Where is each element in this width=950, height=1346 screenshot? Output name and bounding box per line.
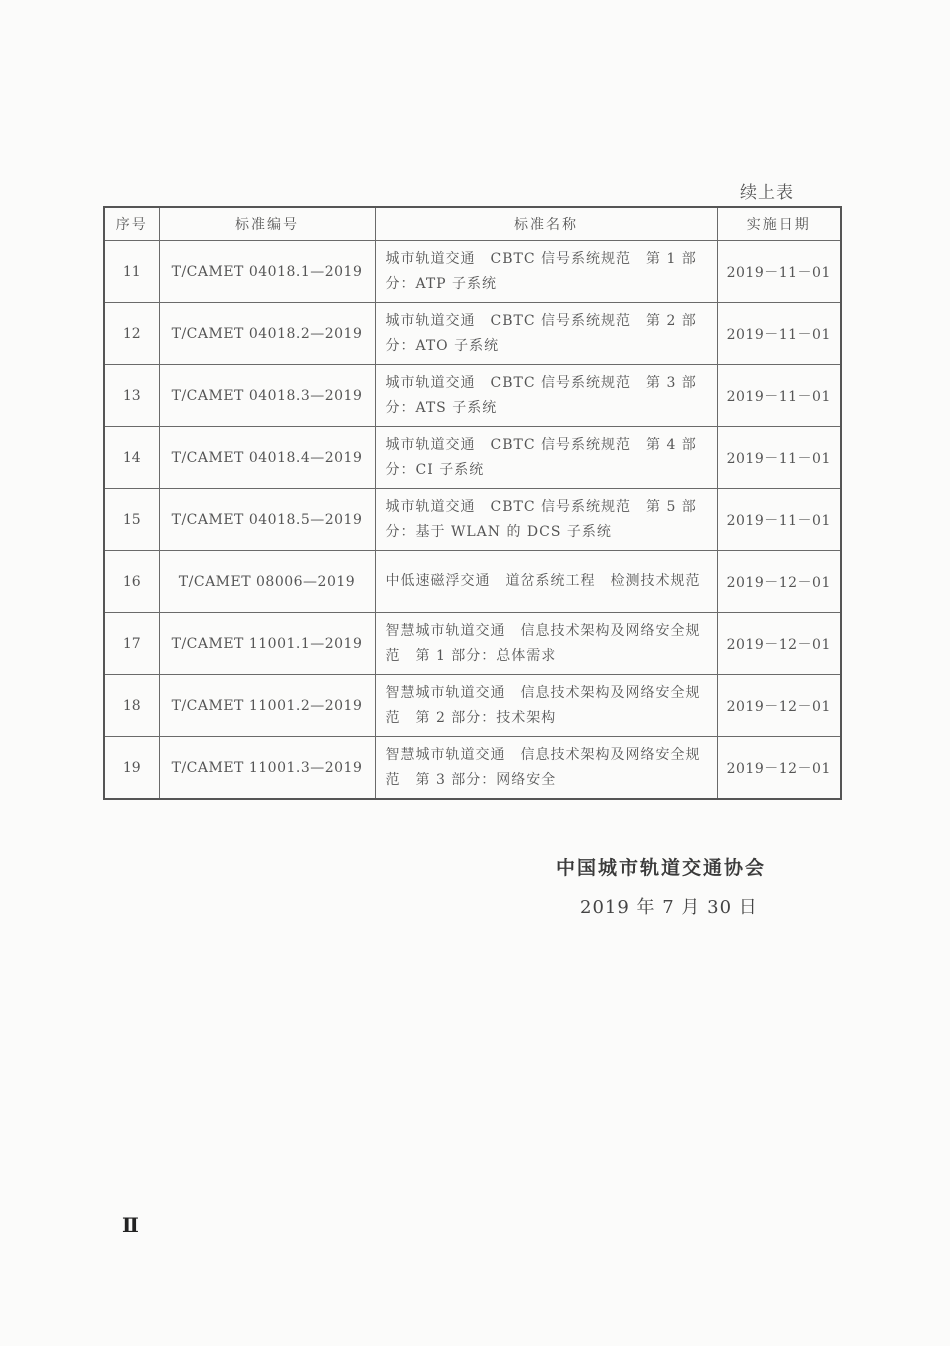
header-date: 实施日期 xyxy=(717,207,841,241)
row-code: T/CAMET 04018.5—2019 xyxy=(159,489,375,551)
row-no: 15 xyxy=(104,489,159,551)
row-date: 2019－12－01 xyxy=(717,675,841,737)
row-name: 中低速磁浮交通 道岔系统工程 检测技术规范 xyxy=(375,551,717,613)
standards-table xyxy=(103,206,842,800)
row-no: 17 xyxy=(104,613,159,675)
issuer-name: 中国城市轨道交通协会 xyxy=(556,857,767,879)
row-no: 13 xyxy=(104,365,159,427)
table-row xyxy=(104,613,841,675)
row-code: T/CAMET 04018.1—2019 xyxy=(159,241,375,303)
row-date: 2019－12－01 xyxy=(717,551,841,613)
continued-label: 续上表 xyxy=(740,183,794,203)
header-no: 序号 xyxy=(104,207,159,241)
row-name: 城市轨道交通 CBTC 信号系统规范 第 3 部分：ATS 子系统 xyxy=(375,365,717,427)
row-code: T/CAMET 04018.2—2019 xyxy=(159,303,375,365)
row-date: 2019－11－01 xyxy=(717,303,841,365)
row-code: T/CAMET 04018.3—2019 xyxy=(159,365,375,427)
table-row xyxy=(104,241,841,303)
row-date: 2019－11－01 xyxy=(717,241,841,303)
table-header-row xyxy=(104,207,841,241)
table-row xyxy=(104,303,841,365)
row-name: 智慧城市轨道交通 信息技术架构及网络安全规范 第 1 部分：总体需求 xyxy=(375,613,717,675)
header-code: 标准编号 xyxy=(159,207,375,241)
page-number: Ⅱ xyxy=(122,1213,139,1237)
row-no: 19 xyxy=(104,737,159,800)
row-code: T/CAMET 11001.3—2019 xyxy=(159,737,375,800)
row-no: 16 xyxy=(104,551,159,613)
issue-date: 2019 年 7 月 30 日 xyxy=(580,897,758,918)
table-row xyxy=(104,551,841,613)
row-name: 城市轨道交通 CBTC 信号系统规范 第 1 部分：ATP 子系统 xyxy=(375,241,717,303)
row-code: T/CAMET 04018.4—2019 xyxy=(159,427,375,489)
table-row xyxy=(104,675,841,737)
row-no: 12 xyxy=(104,303,159,365)
row-name: 城市轨道交通 CBTC 信号系统规范 第 4 部分：CI 子系统 xyxy=(375,427,717,489)
row-name: 智慧城市轨道交通 信息技术架构及网络安全规范 第 3 部分：网络安全 xyxy=(375,737,717,800)
table-row xyxy=(104,737,841,800)
row-no: 14 xyxy=(104,427,159,489)
row-date: 2019－11－01 xyxy=(717,427,841,489)
row-name: 城市轨道交通 CBTC 信号系统规范 第 2 部分：ATO 子系统 xyxy=(375,303,717,365)
table-row xyxy=(104,365,841,427)
table-row xyxy=(104,489,841,551)
row-name: 智慧城市轨道交通 信息技术架构及网络安全规范 第 2 部分：技术架构 xyxy=(375,675,717,737)
row-name: 城市轨道交通 CBTC 信号系统规范 第 5 部分：基于 WLAN 的 DCS 子系统 xyxy=(375,489,717,551)
row-date: 2019－12－01 xyxy=(717,737,841,800)
header-name: 标准名称 xyxy=(375,207,717,241)
row-date: 2019－11－01 xyxy=(717,365,841,427)
row-no: 11 xyxy=(104,241,159,303)
row-code: T/CAMET 11001.1—2019 xyxy=(159,613,375,675)
row-code: T/CAMET 11001.2—2019 xyxy=(159,675,375,737)
row-date: 2019－12－01 xyxy=(717,613,841,675)
table-row xyxy=(104,427,841,489)
row-no: 18 xyxy=(104,675,159,737)
row-code: T/CAMET 08006—2019 xyxy=(159,551,375,613)
row-date: 2019－11－01 xyxy=(717,489,841,551)
